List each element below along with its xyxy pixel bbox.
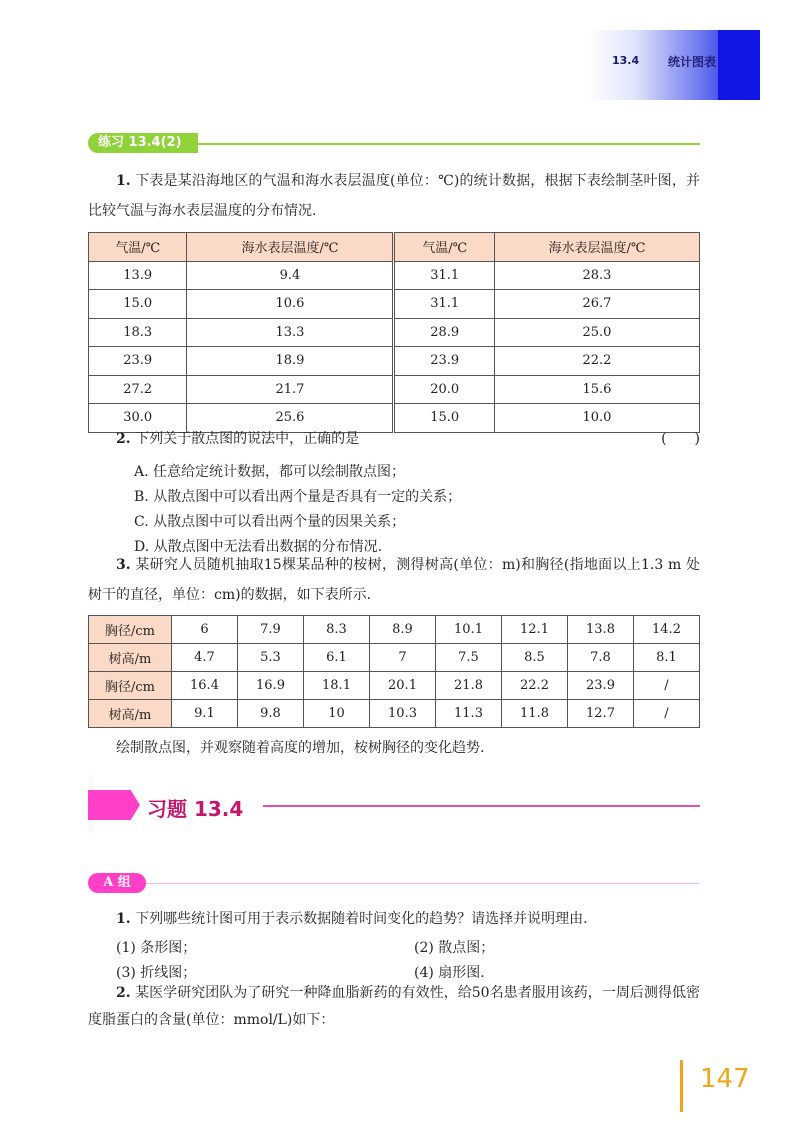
header-section-title: 统计图表 — [668, 55, 717, 69]
table-row — [89, 616, 700, 644]
table-row — [89, 700, 700, 728]
q2-option-d: D. 从散点图中无法看出数据的分布情况. — [134, 539, 383, 555]
row-header: 胸径/cm — [89, 616, 172, 644]
practice-q2 — [88, 424, 700, 454]
table-cell: 11.3 — [436, 700, 502, 728]
group-divider — [146, 883, 700, 884]
table-row — [89, 261, 700, 290]
q2-number: 2. — [116, 431, 131, 447]
col-header: 气温/℃ — [89, 233, 187, 262]
table-cell: 8.3 — [304, 616, 370, 644]
table-cell: 23.9 — [89, 347, 187, 376]
practice-q1 — [88, 166, 700, 226]
exercise-divider — [263, 805, 700, 807]
table-cell: 12.7 — [568, 700, 634, 728]
table-cell: 22.2 — [502, 672, 568, 700]
table-cell: 22.2 — [494, 347, 699, 376]
table-cell: 15.0 — [89, 290, 187, 319]
table-cell: 7.9 — [238, 616, 304, 644]
table-cell: 11.8 — [502, 700, 568, 728]
col-header: 海水表层温度/℃ — [494, 233, 699, 262]
q2-option-a: A. 任意给定统计数据，都可以绘制散点图； — [134, 464, 406, 480]
q2-text: 下列关于散点图的说法中，正确的是 — [135, 431, 360, 447]
ex-q1-number: 1. — [116, 911, 131, 927]
table-cell: 12.1 — [502, 616, 568, 644]
q1-number: 1. — [116, 173, 131, 189]
table-cell: 10.1 — [436, 616, 502, 644]
table-cell: 7.8 — [568, 644, 634, 672]
table-cell: 10 — [304, 700, 370, 728]
row-header: 树高/m — [89, 644, 172, 672]
row-header: 胸径/cm — [89, 672, 172, 700]
table-cell: 30.0 — [89, 404, 187, 433]
table-cell: 13.3 — [187, 318, 394, 347]
ex-q2-text: 某医学研究团队为了研究一种降血脂新药的有效性，给50名患者服用该药，一周后测得低密度脂蛋白的含量(单位：mmol/L)如下： — [88, 985, 701, 1028]
ex-q2-number: 2. — [116, 985, 131, 1001]
q2-option-b: B. 从散点图中可以看出两个量是否具有一定的关系； — [134, 489, 462, 505]
table-cell: 9.1 — [172, 700, 238, 728]
table-cell: 20.0 — [394, 375, 494, 404]
table-cell: 10.3 — [370, 700, 436, 728]
table-row — [89, 318, 700, 347]
header-section-number: 13.4 — [612, 54, 640, 67]
table-cell: / — [634, 672, 700, 700]
table-cell: 8.1 — [634, 644, 700, 672]
ex-q1-text: 下列哪些统计图可用于表示数据随着时间变化的趋势？请选择并说明理由. — [135, 911, 588, 927]
ex-q1-option-1: (1) 条形图； — [116, 940, 197, 956]
ex-q1-option-3: (3) 折线图； — [116, 965, 197, 981]
table-cell: 25.0 — [494, 318, 699, 347]
table-cell: 8.5 — [502, 644, 568, 672]
table-cell: 21.8 — [436, 672, 502, 700]
col-header: 气温/℃ — [394, 233, 494, 262]
table-cell: 7.5 — [436, 644, 502, 672]
table-cell: 16.4 — [172, 672, 238, 700]
table-cell: 6.1 — [304, 644, 370, 672]
table-row — [89, 290, 700, 319]
page-number: 147 — [700, 1064, 750, 1094]
table-cell: 10.0 — [494, 404, 699, 433]
table-cell: 15.0 — [394, 404, 494, 433]
group-a-tag: A 组 — [88, 873, 146, 893]
exercise-q1 — [88, 904, 700, 934]
table-cell: 13.9 — [89, 261, 187, 290]
practice-divider — [198, 143, 700, 145]
q2-answer-blank: ( ) — [661, 431, 700, 447]
table-cell: 31.1 — [394, 261, 494, 290]
table-cell: 16.9 — [238, 672, 304, 700]
table-row — [89, 347, 700, 376]
practice-tag: 练习 13.4(2) — [88, 133, 198, 153]
q3-text: 某研究人员随机抽取15棵某品种的桉树，测得树高(单位：m)和胸径(指地面以上1.3 m 处树干的直径，单位：cm)的数据，如下表所示. — [88, 557, 700, 603]
table-cell: 26.7 — [494, 290, 699, 319]
table-cell: 7 — [370, 644, 436, 672]
table-cell: 25.6 — [187, 404, 394, 433]
table-cell: 10.6 — [187, 290, 394, 319]
table-cell: 18.9 — [187, 347, 394, 376]
table-cell: 5.3 — [238, 644, 304, 672]
temperature-table — [88, 232, 700, 433]
table-cell: 18.1 — [304, 672, 370, 700]
practice-q3 — [88, 550, 700, 610]
table-cell: 27.2 — [89, 375, 187, 404]
table-cell: 9.8 — [238, 700, 304, 728]
table-cell: 9.4 — [187, 261, 394, 290]
table-cell: 23.9 — [568, 672, 634, 700]
table-row — [89, 644, 700, 672]
col-header: 海水表层温度/℃ — [187, 233, 394, 262]
exercise-arrow-icon — [88, 790, 140, 820]
exercise-q2 — [88, 980, 700, 1034]
table-cell: 8.9 — [370, 616, 436, 644]
ex-q1-option-2: (2) 散点图； — [414, 940, 495, 956]
q3-number: 3. — [116, 557, 131, 573]
table-cell: 28.3 — [494, 261, 699, 290]
table-cell: 31.1 — [394, 290, 494, 319]
ex-q1-option-4: (4) 扇形图. — [414, 965, 485, 981]
header-blue-tab — [718, 30, 760, 100]
table-cell: 14.2 — [634, 616, 700, 644]
table-cell: 6 — [172, 616, 238, 644]
tree-table — [88, 615, 700, 728]
table-cell: 4.7 — [172, 644, 238, 672]
table-cell: 15.6 — [494, 375, 699, 404]
table-cell: 13.8 — [568, 616, 634, 644]
table-cell: 18.3 — [89, 318, 187, 347]
table-cell: 21.7 — [187, 375, 394, 404]
row-header: 树高/m — [89, 700, 172, 728]
q1-text: 下表是某沿海地区的气温和海水表层温度(单位：℃)的统计数据，根据下表绘制茎叶图，并比较气温与海水表层温度的分布情况. — [88, 173, 700, 219]
table-cell: / — [634, 700, 700, 728]
q3-instruction: 绘制散点图，并观察随着高度的增加，桉树胸径的变化趋势. — [116, 740, 485, 756]
table-header-row — [89, 233, 700, 262]
exercise-title: 习题 13.4 — [147, 797, 244, 821]
table-cell: 28.9 — [394, 318, 494, 347]
page-number-bar — [680, 1060, 683, 1112]
q2-option-c: C. 从散点图中可以看出两个量的因果关系； — [134, 514, 406, 530]
table-row — [89, 672, 700, 700]
table-cell: 23.9 — [394, 347, 494, 376]
table-row — [89, 375, 700, 404]
table-cell: 20.1 — [370, 672, 436, 700]
